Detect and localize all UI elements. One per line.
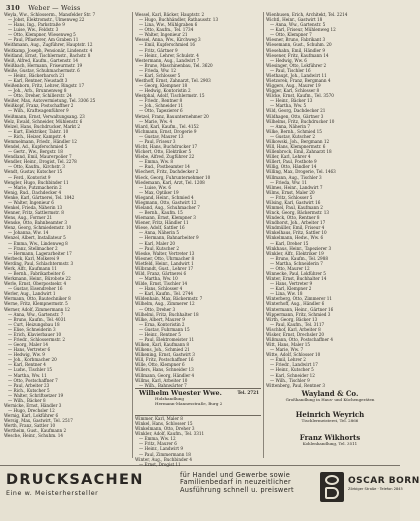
banner-subline: Eine w. Meisterhersteller [6, 490, 99, 497]
directory-entry: — Fritz, Maurer 6 [139, 441, 177, 447]
directory-entry: — Bernh., Kaufm. 15 [139, 210, 183, 216]
directory-entry: Windmüller, Emil, Friseur 4 [266, 225, 325, 231]
directory-entry: — Wilh., Bäcker 8 [8, 397, 46, 403]
directory-entry: — Otto, Klempner 7 [270, 32, 312, 38]
directory-entry: — Emma, Ww. 12 [139, 436, 176, 442]
directory-entry: Wilmes, Heinr., Landwirt 7 [266, 184, 323, 190]
directory-entry: Wiesner, Otto, Uhrmacher 8 [135, 255, 195, 261]
directory-entry: Witte, Adolf, Schlosser 10 [266, 352, 321, 358]
directory-entry: — Paul, Tischler 16 [270, 67, 311, 73]
directory-entry: Wilkening, Ernst, Gastwirt 3 [135, 352, 195, 358]
directory-entry: — Hugo, Buchhändler, Rathausstr. 13 [139, 17, 219, 23]
directory-entry: Westhoff, Ernst, Zahnarzt, Tel. 2903 [135, 78, 211, 84]
directory-entry: — Lina, Ww., Mühlgraben 6 [139, 22, 198, 28]
banner-left [6, 472, 174, 499]
wuester-ad-line1: Holzhandlung [155, 396, 185, 401]
directory-entry: Wiegmann, Otto, Gastwirt 12 [135, 199, 197, 205]
banner-middle-text [180, 472, 320, 494]
directory-entry: Wesche, Heinr., Schuhm. 14 [4, 433, 64, 439]
directory-entry: — Anna, Näherin 5 [139, 230, 180, 236]
directory-entry: Wittenberg, Paul, Rentner 3 [266, 382, 325, 388]
wayland-ad-name: Wayland & Co. [301, 389, 359, 398]
directory-entry: Winkelmann, Hedw., Ww. 6 [266, 235, 324, 241]
directory-entry: — Wilh., Tischler 9 [270, 377, 310, 383]
directory-entry: — Paul, Elektromeister 11 [139, 337, 195, 342]
directory-entry: Wermann, Otto, Bautechniker 8 [4, 296, 71, 302]
directory-entry: Winkhaus, Heinr., Tapezierer 3 [266, 245, 332, 251]
directory-entry: Wenner, Fritz, Sattlermstr. 8 [4, 210, 64, 216]
directory-entry: Wenz, Georg, Schmiedemstr. 10 [4, 225, 72, 231]
directory-entry: — Martha, Schneiderin 7 [270, 260, 323, 266]
directory-entry: Weißenborn, Fritz, Lehrer, Ringstr. 17 [4, 83, 85, 89]
directory-entry: Winkler, Alfr., Elektriker 19 [266, 250, 324, 256]
directory-entry: — Marie, Ww. 7 [270, 347, 304, 353]
directory-entry: — Anna, Näherin 7 [270, 123, 311, 129]
banner-headline: DRUCKSACHEN [6, 472, 144, 488]
directory-entry: Welzel, Hans, Buchdrucker, Markt 2 [4, 123, 81, 129]
directory-entry: — Ernst, Drogist 11 [139, 461, 181, 467]
directory-entry: Wernicke, Ernst, Händler 3 [4, 403, 62, 409]
directory-entry: — Curt, Heizungsbau 18 [8, 321, 60, 327]
directory-entry: — Otto, Dreher, Schillerstr. 24 [8, 93, 72, 99]
directory-entry: — Max, Optiker 19 [139, 189, 179, 195]
wikhorts-advertisement [268, 434, 392, 447]
directory-entry: — Elise, Schneiderin 3 [8, 326, 56, 332]
directory-entry: — Heinr., Bäckerbarsch 21 [8, 72, 65, 78]
directory-entry: — Otto, Tapezierer 6 [139, 108, 183, 114]
directory-entry: Willmann, Aug., Tischler 3 [266, 174, 322, 180]
directory-entry: Wilbrandt, Gust., Lehrer 17 [135, 265, 194, 271]
directory-entry: — Heinr., Lehrer, Schulstr. 4 [139, 52, 199, 58]
directory-entry: — Friedr., Schlossermstr. 2 [8, 337, 66, 342]
directory-entry: — Karl, Rentner 4 [8, 362, 46, 368]
directory-entry: — Luise, Ww., Feldstr. 3 [8, 27, 59, 33]
directory-entry: — Frieda, Ww. 12 [139, 67, 177, 73]
directory-entry: Wilcke, Ernst, Kaufm., Tel. 3570 [266, 93, 334, 99]
directory-entry: — Karl, Schneider 12 [270, 372, 315, 378]
directory-entry: Willenbrock, Emil, Zahnarzt 18 [266, 149, 332, 155]
directory-entry: Werbeck, Karl, Molkerei 9 [4, 255, 60, 261]
weyrich-ad-text: Tischlermeisterei, Tel. 2866 [301, 418, 359, 423]
wayland-ad-text: Großhandlung in Haus- und Küchengeräten [285, 397, 375, 402]
directory-entry: — Otto, Klempner, Wiesenweg 5 [8, 32, 76, 38]
directory-entry: Wiesener, Fritz, Kaufmann 14 [266, 52, 329, 58]
directory-entry: Wenkel, Frieda, Näherin 13 [4, 204, 63, 210]
directory-entry: — Johanna, Ww. 14 [8, 230, 49, 236]
directory-entry: Werkmann, Heinr., Bürobote 22 [4, 276, 71, 282]
directory-entry: Wißmann, Otto, Postschaffner 4 [266, 337, 333, 342]
directory-entry: Wenig, Rud., Dachdecker 4 [4, 189, 62, 195]
directory-entry: — Hans, Vertreter 6 [8, 347, 51, 353]
directory-entry: — Ludw., Tischler 15 [8, 367, 53, 373]
directory-entry: Wieland, Aug., Schuhmacher 7 [135, 204, 200, 210]
directory-entry: Wilke, Bernh., Schmied 15 [266, 128, 322, 134]
directory-entry: Wemmelmann, Friedr., Händler 12 [4, 138, 77, 144]
directory-entry: Willms, Karl, Arbeiter 10 [135, 377, 188, 383]
directory-entry: — Erich, Klavierbauer 10 [8, 331, 62, 337]
directory-entry: — Gustav, Maurer 13 [139, 133, 184, 139]
directory-entry: — Bruno, Maschinenbau, Tel. 3620 [139, 62, 213, 68]
directory-entry: Werk, Alfr., Kaufmann 11 [4, 265, 57, 271]
directory-entry: Wessel, Anna, Ww., Kirchweg 3 [135, 37, 201, 43]
wuester-ad-phone: Tel. 2721 [237, 390, 259, 395]
directory-entry: — Paul, Friseur 3 [139, 138, 176, 144]
bottom-advertisement-banner [0, 465, 420, 521]
directory-entry: Wiemann, Ernst, Klempner 3 [135, 215, 196, 221]
banner-mid-line: für Handel und Gewerbe sowie [180, 471, 291, 479]
directory-entry: — Joh., Korbmacher 20 [8, 357, 57, 363]
directory-entry: — Hugo, Drechsler 12 [8, 408, 55, 414]
banner-right [348, 476, 420, 492]
column-divider [132, 12, 133, 458]
weyrich-ad-name: Heinrich Weyrich [295, 410, 365, 419]
directory-entry: — Emma, Ww., Lindenweg 8 [8, 240, 68, 246]
directory-entry: — Karl, Dreher 15 [270, 240, 309, 246]
directory-entry: Winkel, Hans, Schlosser 15 [135, 421, 193, 427]
directory-entry: Weiß, Alfred, Kaufm., Gartenstr. 14 [4, 57, 79, 63]
directory-entry: Wild, Franz, Gärtnerei 6 [135, 270, 187, 276]
directory-entry: Winck, Georg, Bäckermstr. 13 [266, 210, 330, 216]
directory-entry: — Paul, Kutscher 2 [139, 245, 179, 251]
directory-entry: — Paul, Zimmermann 18 [139, 451, 191, 457]
directory-column-1 [4, 12, 131, 462]
directory-entry: — Bernh., Fabrikarbeiter 6 [8, 270, 65, 276]
directory-entry: Winnecke, Paul, Lokführer 5 [266, 270, 326, 276]
directory-entry: — Paul, Pflasterer, Am Graben 11 [8, 37, 79, 43]
directory-entry: Weißbach, Hermann, Friseurmstr. 19 [4, 62, 83, 68]
directory-entry: Welz, Ewald, Schneider, Mühlenstr. 6 [4, 118, 83, 124]
directory-entry: Wildenhain, Max, Bäckermstr. 7 [135, 296, 203, 302]
directory-entry: — Hans, Schlosser 4 [139, 286, 183, 292]
directory-entry: Windhorst, Joh., Arbeiter 17 [266, 220, 326, 226]
directory-entry: — Otto, Maurer 12 [270, 265, 310, 271]
directory-entry: — Lina, Ww. 18 [270, 291, 303, 297]
directory-entry: — Fritz, Gärtner 9 [139, 47, 178, 53]
directory-entry: Wilhelms, Fritz, Buchdrucker 10 [266, 118, 335, 124]
directory-entry: Wiggers, Aug., Maurer 19 [266, 83, 321, 89]
directory-entry: Wiegand, Heinr., Schmied 4 [135, 194, 194, 200]
directory-entry: — Hedwig, Ww. 9 [8, 352, 45, 358]
weyrich-advertisement [268, 411, 392, 424]
directory-entry: — Bruno, Kaufm., Tel. 2988 [270, 255, 328, 261]
directory-entry: — Walter, Ingenieur 6 [8, 199, 54, 205]
directory-entry: Weithmann, Aug., Zugführer, Hauptstr. 12 [4, 42, 93, 48]
directory-entry: Werne, Fritz, Klempnermstr. 5 [4, 301, 68, 307]
directory-entry: Wintermann, Heinr., Gärtner 16 [266, 306, 334, 312]
directory-entry: Wenke, Karl, Gärtnerei, Tel. 1842 [4, 194, 75, 200]
directory-entry: — Anna, Ww., Gartenstr. 7 [8, 311, 64, 317]
directory-entry: Weiße, Gustav, Schuhmachermstr. 6 [4, 67, 80, 73]
directory-entry: — Otto, Postschaffner 7 [8, 377, 58, 383]
directory-entry: Wiedemann, Karl, Arzt, Tel. 1208 [135, 179, 205, 185]
directory-entry: — Otto, Dreher 3 [139, 306, 176, 312]
directory-entry: Wiese, Adolf, Sattler 16 [135, 225, 185, 231]
directory-entry: Wiesinger, Otto, Lokführer 2 [266, 62, 327, 68]
banner-mid-line: Ausführung schnell u. preiswert [180, 485, 294, 494]
directory-entry: Wiard, Karl, Kaufm., Tel. 4152 [135, 123, 199, 129]
directory-entry: — Jobst, Elektromstr., Ulmenweg 22 [8, 17, 85, 23]
directory-entry: — Gustav, Kutscher 2 [270, 133, 315, 139]
ob-logo-icon [320, 472, 344, 502]
directory-entry: — Karl, Friseur, Mühlenweg 12 [270, 27, 336, 33]
directory-entry: Werler, Aug., Landwirt 1 [4, 291, 56, 297]
directory-entry: Wicht, Hans, Buchdrucker 17 [135, 144, 198, 150]
directory-entry: Wirth, Georg, Bäcker 13 [266, 316, 318, 322]
directory-entry: Wisker, Ernst, Drechsler 20 [266, 331, 325, 337]
directory-entry: — Joh., Arb., Brunnenweg 8 [8, 88, 67, 94]
wuester-ad-line2: Hermann-Mannesstraße, Burg 2 [155, 400, 223, 406]
directory-entry: Willing, Max, Drogerie, Tel. 1463 [266, 169, 336, 175]
directory-entry: Wippermann, Fritz, Schmied 3 [266, 311, 331, 317]
directory-entry: Wieck, Georg, Fuhrunternehmer 10 [135, 174, 211, 180]
directory-entry: — Marie, Ww. 4 [139, 118, 173, 124]
directory-entry: Weitland, Ernst, Tischlermstr., Bachstr. 8 [4, 52, 91, 58]
directory-entry: Wilms, Ernst, Maler 20 [266, 189, 315, 195]
directory-entry: — Hans, Vertreter 9 [270, 281, 313, 287]
directory-entry: Weyla, Ww., Schlosserm., Mansfelder Str. 7 [4, 12, 96, 17]
directory-entry: Wickert, Otto, Elektriker 5 [135, 149, 192, 155]
directory-entry: — Hermann, Lagerarbeiter 17 [8, 250, 72, 256]
directory-entry: Wiesemann, Gust., Schuhm. 20 [266, 42, 332, 48]
directory-entry: — Heinr., Landwirt 9 [139, 446, 183, 452]
directory-entry: Will, Hans, Klempnermstr. 6 [266, 144, 326, 150]
directory-entry: Wendler, Heinr., Drogist, Tel. 2278 [4, 159, 77, 165]
directory-entry: Wenzel, Albert, Installateur 5 [4, 235, 66, 241]
directory-entry: Werding, Paul, Schlachtermstr. 3 [4, 260, 74, 266]
banner-mid-line: Familienbedarf in neuzeitlicher [180, 478, 291, 487]
directory-entry: — Martha, Ww. 11 [8, 372, 47, 378]
directory-entry: Windeck, Otto, Rentner 8 [266, 215, 320, 221]
wuester-advertisement [135, 388, 261, 416]
directory-entry: — Hedwig, Kontoristin 2 [139, 88, 191, 94]
directory-entry: Wendt, Gustav, Kutscher 15 [4, 169, 63, 175]
directory-entry: — Wilh., Kraftwagenführer 9 [8, 108, 69, 114]
directory-entry: Winterberg, Otto, Zimmerer 11 [266, 296, 332, 302]
directory-entry: Willig, Otto, Händler 14 [266, 164, 317, 170]
directory-entry: Westphal, Adolf, Tischlermstr. 15 [135, 93, 205, 99]
directory-entry: — Georg, Klempner 18 [139, 83, 188, 89]
directory-entry: — Rich., Kutscher 5 [8, 387, 50, 393]
column-divider [263, 12, 264, 458]
directory-entry: Wilde, Ernst, Tischler 14 [135, 281, 188, 287]
directory-entry: Wilkens, Joh., Schmied 21 [135, 347, 190, 353]
directory-entry: — Hermann, Bahnarbeiter 9 [139, 235, 199, 241]
directory-entry: Wiener, Fritz, Händler 11 [135, 220, 189, 226]
directory-entry: — Heinr., Rentner 5 [139, 331, 181, 337]
directory-entry: Wimmer, Karl, Maler 8 [135, 416, 183, 421]
directory-entry: — Emil, Lehrer 2 [270, 357, 306, 363]
directory-entry: Wertheim, Gust., Kaufmann 2 [4, 428, 67, 434]
directory-entry: — Fritz, Schlosser 5 [270, 194, 313, 200]
directory-entry: — Rud., Postbeamter 14 [139, 164, 190, 170]
banner-company-name: OSCAR BORN [348, 476, 420, 486]
directory-entry: — Otto, Kaufm., Tel. 1734 [139, 27, 194, 33]
directory-entry: — Walter, Ingenieur 21 [139, 32, 188, 38]
wuester-ad-name: Wilhelm Wuester Wwe. [139, 389, 222, 397]
directory-entry: Wens, Aug., Former 21 [4, 215, 53, 221]
directory-entry: — Karl, Schlosser 5 [139, 72, 181, 78]
directory-entry: Wiebe, Alfred, Zugführer 22 [135, 154, 195, 160]
directory-entry: Wimmel, Paul, Kaufmann 2 [266, 204, 323, 210]
directory-entry: Wischhof, Karl, Arbeiter 8 [266, 326, 321, 332]
directory-entry: Witt, Hans, Maler 15 [266, 342, 311, 348]
directory-entry: — Heinr., Kutscher 5 [270, 367, 314, 373]
directory-entry: Wietzorek, Franz, Bergmann 4 [266, 78, 331, 84]
directory-entry: — Erna, Kontoristin 2 [139, 321, 185, 327]
directory-entry: Wilkowski, Joh., Bergmann 12 [266, 138, 330, 144]
wikhorts-ad-text: Kohlenhandlung, Tel. 3511 [302, 441, 358, 446]
directory-entry: Will, Fritz, Postschaffner 16 [135, 357, 194, 363]
directory-entry: Wenske, Otto, Bahnbeamter 3 [4, 220, 67, 226]
directory-entry: Wilke, Albert, Maurer 9 [135, 316, 185, 322]
directory-entry: Wersig, Max, Gastwirt, Tel. 2517 [4, 418, 73, 424]
directory-entry: Weißer, Max, Autovermietung, Tel. 3306 25 [4, 98, 96, 104]
directory-entry: Wendel, Ad., Kupferschmied 5 [4, 144, 68, 150]
directory-entry: Wilsing, Karl, Gastwirt 16 [266, 199, 321, 205]
directory-entry: Werth, Franz, Sattler 10 [4, 423, 56, 429]
directory-entry: Wiesner, Bruno, Fabrikant 3 [266, 37, 326, 43]
directory-entry: Winkelhaus, Fritz, Sattler 10 [266, 230, 327, 236]
directory-entry: — Walter, Schriftsetzer 19 [8, 392, 64, 398]
directory-entry: Wilhelmi, Fritz, Buchhalter 18 [135, 311, 199, 317]
directory-entry: Wietfeld, Heinr., Landwirt 1 [135, 260, 194, 266]
directory-entry: Wild, Georg, Dachdecker 21 [266, 108, 326, 114]
directory-entry: Wiechert, Fritz, Dachdecker 2 [135, 169, 199, 175]
directory-entry: — Joh., Schneider 11 [139, 103, 184, 109]
directory-entry: Wetzel, Franz, Bauunternehmer 20 [135, 113, 209, 119]
banner-company-address: Zörbiger Straße · Telefon 2845 [348, 487, 403, 491]
directory-entry: — Martha, Ww. 10 [139, 276, 178, 282]
directory-entry: — Friedr., Landwirt 17 [270, 362, 318, 368]
directory-entry: — Rich., Heizer, Kampstr. 4 [8, 133, 66, 139]
directory-entry: — Gustav, Fuhrmann 15 [139, 326, 190, 332]
directory-entry: Wichmann, Ernst, Drogerie 9 [135, 128, 197, 134]
directory-entry: — Friedr., Rentner 8 [139, 98, 183, 104]
directory-entry: — Gustav, Eisendreher 16 [8, 286, 63, 292]
directory-entry: Wengler, Hugo, Buchbinder 11 [4, 179, 69, 185]
directory-entry: — Emma, Ww. 8 [139, 159, 174, 165]
directory-entry: Willert, Paul, Postbote 9 [266, 159, 317, 165]
directory-entry: Winter, Ernst, Buchhalter 14 [266, 276, 327, 282]
directory-entry: Westermann, Aug., Landwirt 7 [135, 57, 200, 63]
directory-entry: — Hedwig, Ww. 6 [270, 57, 307, 63]
directory-entry: — Georg, Maler 14 [8, 342, 49, 348]
directory-entry: — Frieda, Ww. 11 [270, 179, 308, 185]
directory-entry: — Wilh., Bahnwärter 7 [139, 382, 187, 388]
page-number: 310 [6, 4, 20, 12]
directory-entry: — Paul, Arbeiter 23 [8, 382, 50, 388]
directory-entry: — Karl, Kaufm., Tel. 2744 [139, 291, 193, 297]
wikhorts-ad-name: Franz Wikhorts [299, 433, 361, 442]
directory-entry: Weitkamp, Joseph, Pensionär, Lindenstr. 4 [4, 47, 93, 53]
directory-entry: Wichtl, Heinr., Gastwirt 18 [266, 17, 323, 23]
directory-entry: — Bruno, Kaufm., Tel. 4031 [8, 316, 66, 322]
directory-entry: — Emil, Kupferschmied 16 [139, 42, 196, 48]
directory-column-3 [266, 12, 394, 388]
directory-entry: Wildhagen, Otto, Gärtner 3 [266, 113, 324, 119]
directory-entry: — Franz, Stellmacher 2 [8, 245, 58, 251]
directory-entry: Willer, Karl, Lehrer 4 [266, 154, 311, 160]
directory-entry: Wigger, Karl, Schlosser 8 [266, 88, 320, 94]
directory-entry: Wiethaupt, Joh., Landwirt 11 [266, 72, 327, 78]
directory-entry: — Hans, Ing., Parkstraße 9 [8, 22, 65, 28]
directory-entry: Wessel, Karl, Bäcker, Hauptstr. 2 [135, 12, 205, 17]
directory-entry: Winkelmann, Otto, Dreher 3 [135, 426, 195, 432]
running-head: Weber — Weiss [28, 4, 81, 12]
directory-entry: — Martha, Ww. 5 [270, 103, 307, 109]
directory-entry: — Karl, Rentner, Neustadt 3 [8, 78, 68, 84]
directory-entry: Weißkopf, Franz, Postschaffner 2 [4, 103, 74, 109]
directory-entry: Wendland, Emil, Maurerpolier 7 [4, 154, 72, 160]
directory-entry: Werner, Adolf, Zimmermann 12 [4, 306, 70, 312]
directory-entry: — Heinr., Bäcker 13 [270, 98, 313, 104]
directory-entry: Werle, Ernst, Oberpostsekr. 4 [4, 281, 67, 287]
directory-entry: Winterhoff, Aug., Händler 6 [266, 301, 325, 307]
directory-entry: — Gertr., Ww., Bergstr. 18 [8, 149, 63, 155]
directory-entry: Winter, Aug., Buchbinder 4 [135, 456, 193, 462]
directory-entry: — Karl, Maler 20 [139, 240, 176, 246]
directory-entry: Wieske, Walter, Vertreter 13 [135, 250, 195, 256]
directory-column-2 [135, 12, 262, 386]
directory-entry: — Luise, Ww. 6 [139, 184, 171, 190]
directory-entry: — Kurt, Elektriker, Talstr. 10 [8, 128, 69, 134]
directory-entry: — Ferd., Kontorist 9 [8, 174, 51, 180]
directory-entry: Winkler, Adolf, Kaufm., Tel. 3311 [135, 431, 205, 437]
directory-entry: Wiesehahn, Emil, Händler 9 [266, 47, 325, 53]
directory-entry: Wilhelm, Aug., Zimmerer 12 [135, 301, 195, 307]
directory-entry: Willmann, Georg, Händler 4 [135, 372, 195, 378]
directory-entry: Wilken, Karl, Kaufmann 8 [135, 342, 190, 348]
directory-entry: Wienhusen, Erich, Architekt, Tel. 2214 [266, 12, 348, 17]
directory-column-2-continued [135, 416, 262, 467]
directory-entry: Wille, Otto, Klempner 6 [135, 362, 185, 368]
directory-entry: Weißmann, Ernst, Verwaltungsang. 23 [4, 113, 85, 119]
wayland-advertisement [268, 390, 392, 403]
directory-entry: — Marie, Putzmacherin 2 [8, 184, 62, 190]
directory-entry: — Otto, Kaufm., Kirchstr. 3 [8, 164, 65, 170]
directory-entry: Wernig, Karl, Lokführer 6 [4, 413, 59, 419]
directory-entry: — Paul, Kaufm., Tel. 3117 [270, 321, 325, 327]
directory-entry: — Karl, Klempner 2 [270, 286, 312, 292]
directory-entry: Willers, Hans, Schneider 13 [135, 367, 194, 373]
directory-entry: — Anna, Ww., Gartenstr. 5 [270, 22, 326, 28]
